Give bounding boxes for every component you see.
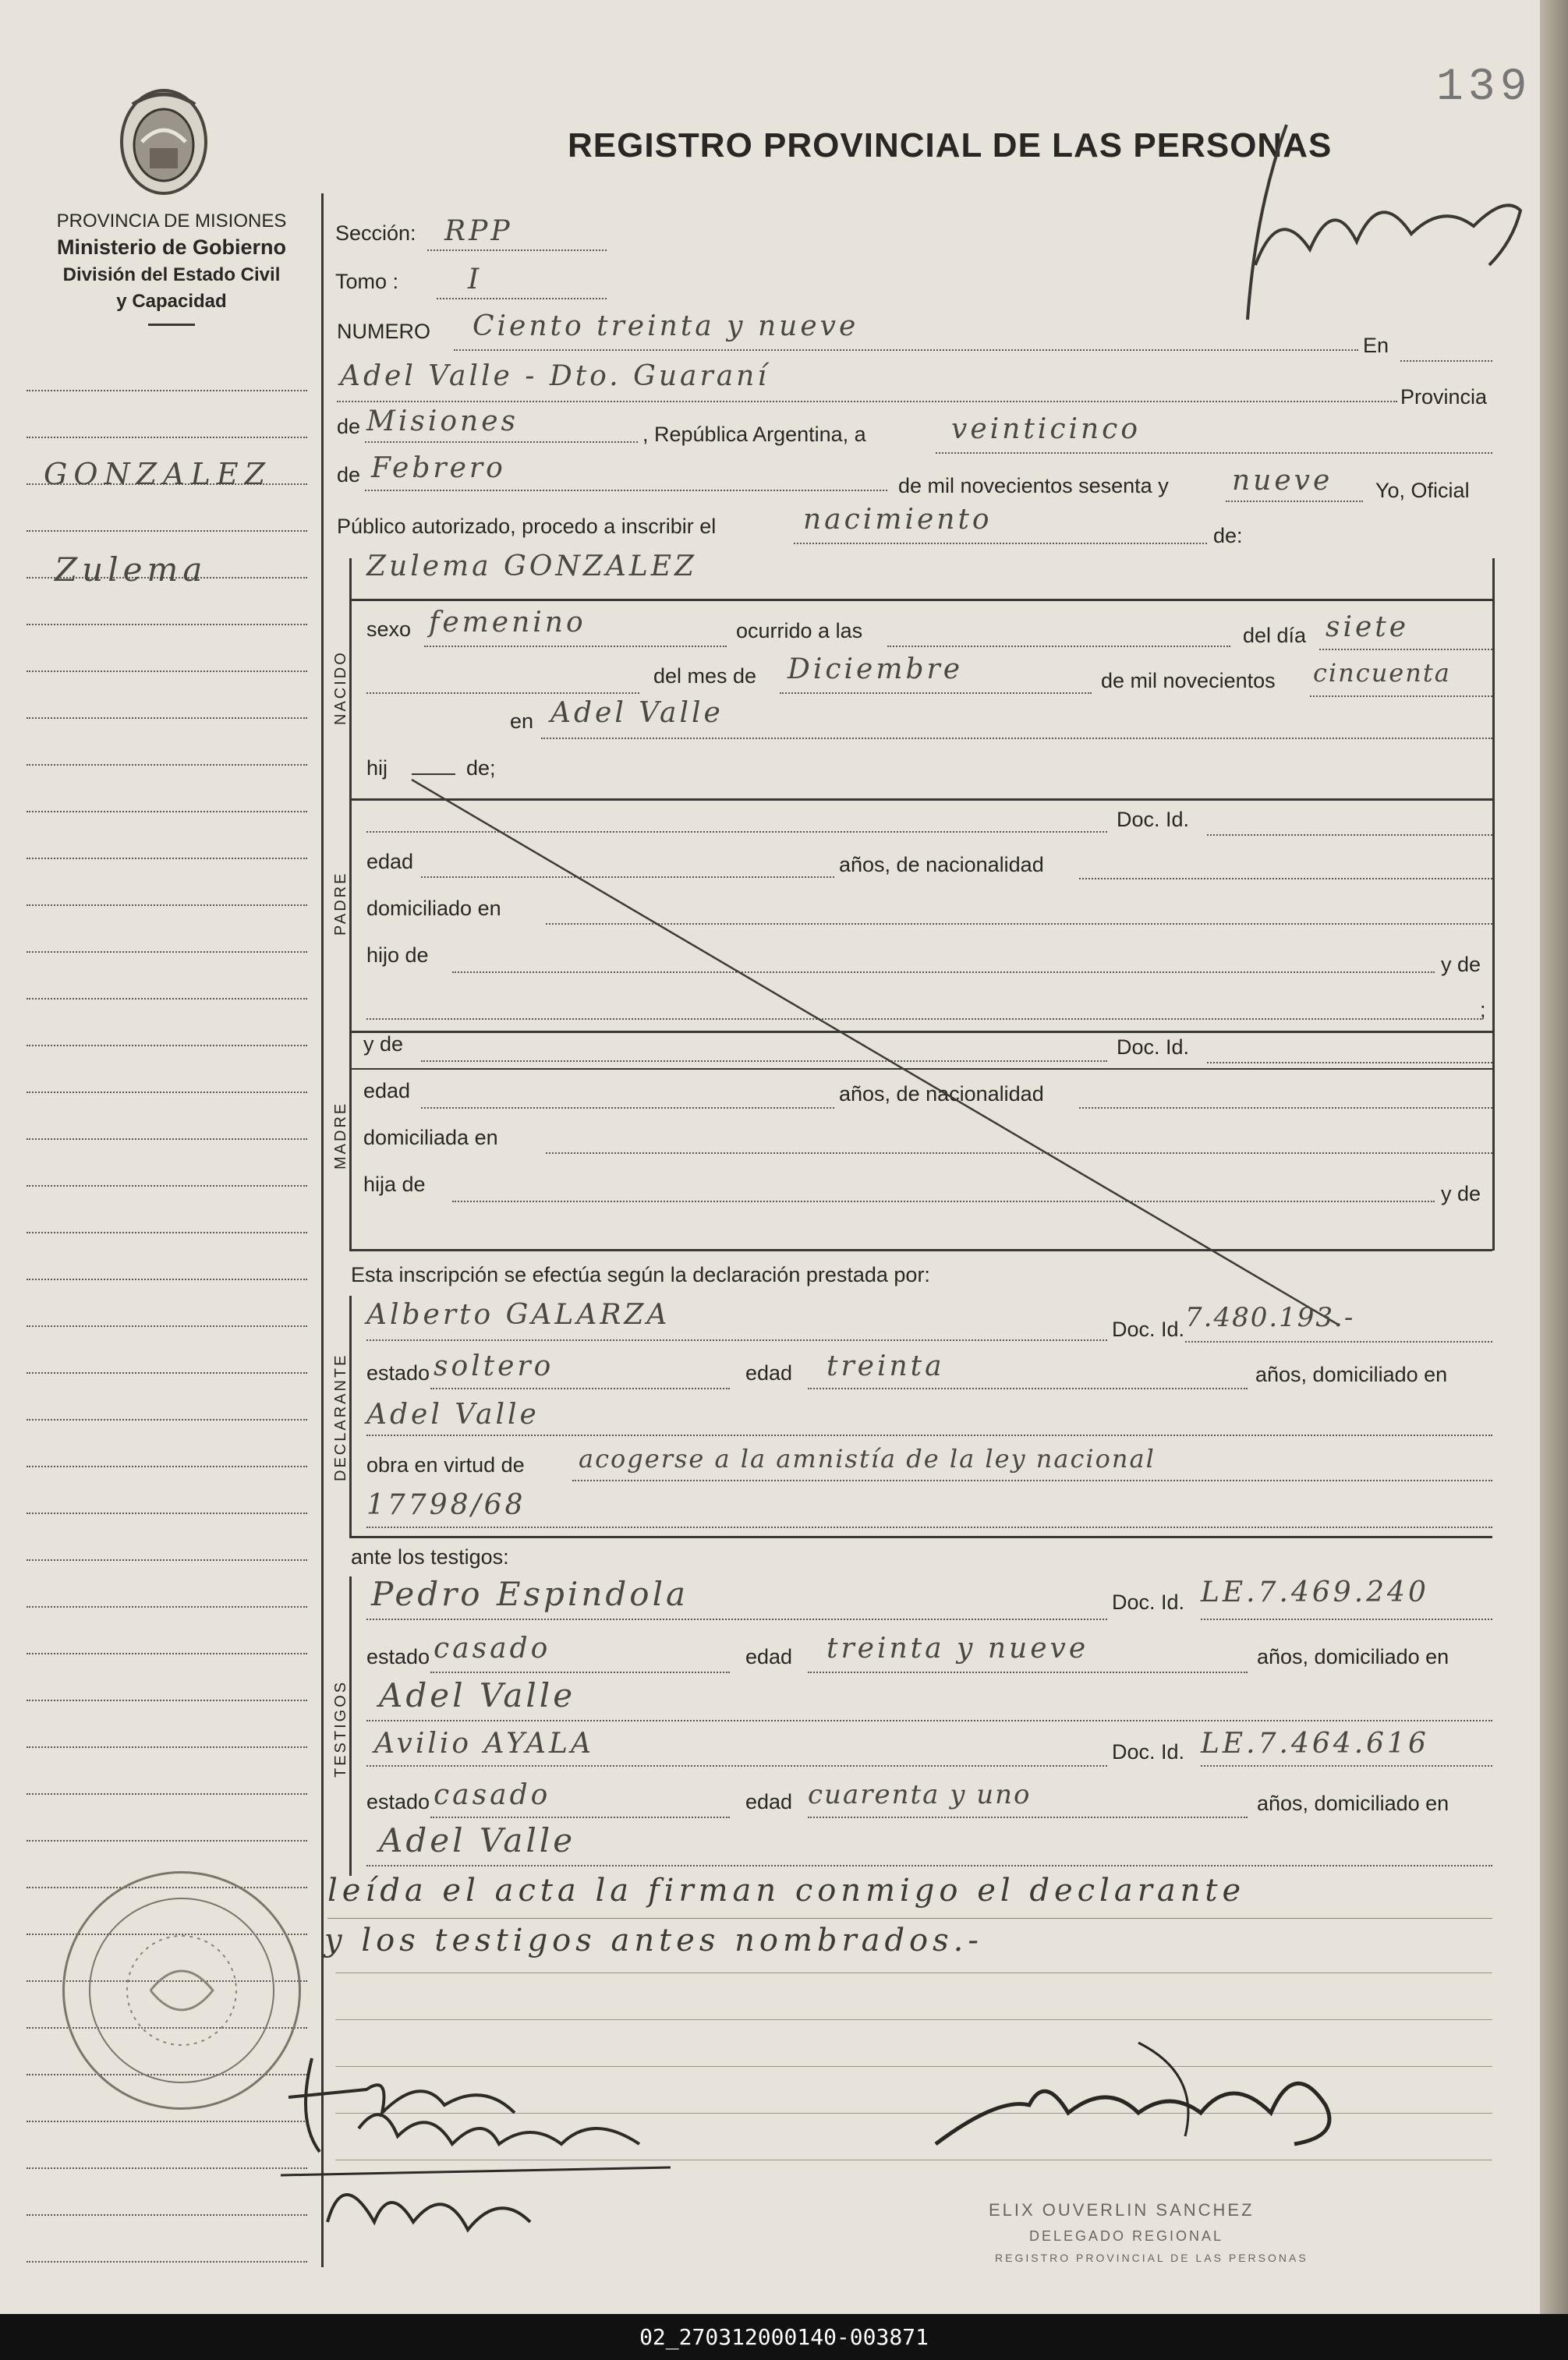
tomo-line	[437, 298, 607, 299]
publico-label: Público autorizado, procedo a inscribir el	[337, 515, 717, 538]
anio-line	[1226, 501, 1363, 502]
margin-dotted-line	[27, 530, 307, 532]
mil-novecientos-label: de mil novecientos	[1101, 669, 1276, 692]
section-rule-right	[1492, 558, 1495, 1251]
sexo-value: femenino	[429, 607, 586, 639]
file-id-bar: 02_270312000140-003871	[0, 2314, 1568, 2360]
testigo2-doc-line	[1201, 1765, 1492, 1767]
testigo1-doc-line	[1201, 1619, 1492, 1620]
margin-dotted-line	[27, 1466, 307, 1467]
signature-office: REGISTRO PROVINCIAL DE LAS PERSONAS	[995, 2252, 1308, 2264]
testigos-side-label: TESTIGOS	[332, 1679, 349, 1778]
testigo1-dom-value: Adel Valle	[379, 1676, 576, 1714]
madre-label: MADRE	[332, 1101, 349, 1169]
closing-line-2: y los testigos antes nombrados.-	[324, 1923, 983, 1958]
declarante-edad-label: edad	[745, 1361, 793, 1385]
declarante-dom-line	[366, 1435, 1492, 1436]
signature-officer-title: DELEGADO REGIONAL	[1029, 2228, 1224, 2244]
margin-rule	[321, 193, 324, 2267]
declaracion-label: Esta inscripción se efectúa según la declaración prestada por:	[351, 1263, 930, 1286]
margin-surname: GONZALEZ	[44, 457, 271, 491]
margin-dotted-line	[27, 904, 307, 906]
hora-line	[887, 646, 1230, 647]
margin-dotted-line	[27, 1606, 307, 1608]
testigo1-line	[366, 1619, 1107, 1620]
book-spine	[1540, 0, 1568, 2314]
nacido-label: NACIDO	[332, 650, 349, 725]
testigo1-value: Pedro Espindola	[371, 1575, 689, 1613]
margin-dotted-line	[27, 1232, 307, 1233]
sexo-label: sexo	[366, 617, 412, 641]
acto-value: nacimiento	[803, 504, 993, 536]
del-mes-label: del mes de	[653, 664, 757, 688]
testigo1-dom-line	[366, 1720, 1492, 1721]
margin-dotted-line	[27, 1513, 307, 1514]
testigo1-estado-label: estado	[366, 1645, 430, 1668]
declarante-doc-line	[1185, 1341, 1492, 1343]
margin-dotted-line	[27, 1793, 307, 1795]
padre-edad-label: edad	[366, 850, 414, 873]
madre-yde-label: y de	[363, 1032, 404, 1056]
margin-dotted-line	[27, 1746, 307, 1748]
margin-dotted-line	[27, 717, 307, 719]
testigo2-edad-label: edad	[745, 1790, 793, 1813]
declarante-dom-value: Adel Valle	[366, 1399, 540, 1431]
nombre-rule	[349, 599, 1492, 601]
padre-semicolon: ;	[1480, 998, 1486, 1021]
padre-label: PADRE	[332, 871, 349, 936]
en-lugar-label: en	[510, 709, 534, 733]
declarante-label: DECLARANTE	[332, 1353, 349, 1481]
de-colon-label: de:	[1213, 524, 1243, 547]
margin-dotted-line	[27, 858, 307, 859]
margin-dotted-line	[27, 1419, 307, 1421]
margin-dotted-line	[27, 811, 307, 812]
de-label-provincia: de	[337, 415, 361, 438]
del-dia-label: del día	[1243, 624, 1307, 647]
testigo2-dom-value: Adel Valle	[379, 1821, 576, 1859]
declarante-value: Alberto GALARZA	[366, 1299, 671, 1331]
yo-oficial-label: Yo, Oficial	[1375, 479, 1470, 502]
provincia-label: Provincia	[1400, 385, 1488, 409]
testigo2-doc-value: LE.7.464.616	[1201, 1728, 1429, 1760]
hij-label: hij	[366, 756, 388, 780]
margin-dotted-line	[27, 1559, 307, 1561]
mes-value: Diciembre	[788, 653, 964, 685]
declarante-dom-label: años, domiciliado en	[1255, 1363, 1448, 1386]
testigo1-estado-value: casado	[434, 1633, 551, 1665]
witness-signatures	[265, 2027, 702, 2265]
de-label-mes: de	[337, 463, 361, 487]
mes-line	[780, 692, 1092, 694]
testigo2-estado-line	[430, 1817, 730, 1818]
margin-dotted-line	[27, 1138, 307, 1140]
margin-dotted-line	[27, 624, 307, 625]
margin-dotted-line	[27, 1700, 307, 1701]
obra-line	[572, 1480, 1492, 1481]
declarante-estado-line	[430, 1388, 730, 1389]
testigo1-estado-line	[430, 1672, 730, 1673]
margin-dotted-line	[27, 1840, 307, 1842]
tomo-label: Tomo :	[335, 270, 399, 293]
madre-edad-label: edad	[363, 1079, 411, 1102]
margin-dotted-line	[27, 1279, 307, 1280]
madre-yde-end-label: y de	[1441, 1182, 1481, 1205]
division-capacity: y Capacidad	[116, 291, 227, 312]
testigos-label: ante los testigos:	[351, 1545, 509, 1569]
margin-dotted-line	[27, 1045, 307, 1046]
dia-value: siete	[1326, 611, 1410, 643]
margin-dotted-line	[27, 1325, 307, 1327]
cancel-diagonal-line	[349, 772, 1363, 1337]
madre-dom-label: domiciliada en	[363, 1126, 498, 1149]
seccion-value: RPP	[444, 215, 513, 247]
numero-line	[454, 349, 1358, 351]
nombre-value: Zulema GONZALEZ	[366, 550, 698, 582]
testigo1-dom-label: años, domiciliado en	[1257, 1645, 1449, 1668]
declarante-doc-value: 7.480.193.-	[1185, 1302, 1355, 1333]
declarante-doc-label: Doc. Id.	[1112, 1318, 1185, 1341]
obra-value: acogerse a la amnistía de la ley nacional	[579, 1444, 1156, 1474]
division-name: División del Estado Civil	[62, 264, 281, 285]
fecha-mes-value: Febrero	[371, 452, 506, 484]
testigo1-edad-value: treinta y nueve	[826, 1633, 1089, 1665]
mil-sesenta-label: de mil novecientos sesenta y	[898, 474, 1169, 497]
declarante-bottom-rule	[349, 1536, 1492, 1538]
testigo2-edad-value: cuarenta y uno	[808, 1779, 1032, 1810]
de-semi-label: de;	[466, 756, 496, 780]
testigo2-line	[366, 1765, 1107, 1767]
provincial-crest-icon	[119, 87, 209, 196]
dia-line	[1319, 649, 1492, 650]
fecha-dia-line	[936, 452, 1492, 454]
margin-dotted-line	[27, 390, 307, 391]
madre-hija-label: hija de	[363, 1173, 426, 1196]
numero-value: Ciento treinta y nueve	[473, 310, 859, 342]
padre-dom-label: domiciliado en	[366, 897, 501, 920]
page-title: REGISTRO PROVINCIAL DE LAS PERSONAS	[568, 126, 1333, 165]
provincia-value: Misiones	[366, 405, 519, 437]
margin-dotted-line	[27, 1653, 307, 1654]
officer-signature	[904, 2027, 1372, 2171]
testigo1-doc-label: Doc. Id.	[1112, 1590, 1185, 1614]
closing-line-1-rule	[327, 1918, 1492, 1919]
madre-doc-label: Doc. Id.	[1117, 1035, 1190, 1059]
testigo2-dom-line	[366, 1865, 1492, 1866]
margin-dotted-line	[27, 951, 307, 953]
testigo1-edad-label: edad	[745, 1645, 793, 1668]
testigo2-dom-label: años, domiciliado en	[1257, 1792, 1449, 1815]
declarante-estado-label: estado	[366, 1361, 430, 1385]
blank-line-1	[366, 692, 639, 694]
declarante-estado-value: soltero	[434, 1350, 554, 1382]
testigo2-estado-value: casado	[434, 1779, 551, 1811]
testigo2-doc-label: Doc. Id.	[1112, 1740, 1185, 1764]
numero-label: NUMERO	[337, 320, 430, 343]
anio-value: nueve	[1232, 465, 1333, 497]
fecha-dia-value: veinticinco	[951, 413, 1141, 445]
padre-nac-label: años, de nacionalidad	[839, 853, 1044, 876]
tomo-value: I	[468, 264, 483, 295]
header-divider	[148, 324, 195, 326]
declarante-edad-value: treinta	[826, 1350, 945, 1382]
padre-yde-label: y de	[1441, 953, 1481, 976]
margin-given-name: Zulema	[55, 550, 207, 589]
institution-header	[23, 211, 320, 326]
lugar-line	[337, 401, 1397, 402]
testigo2-estado-label: estado	[366, 1790, 430, 1813]
closing-line-1: leída el acta la firman conmigo el declarante	[327, 1873, 1246, 1909]
testigo2-value: Avilio AYALA	[374, 1728, 594, 1760]
testigo1-doc-value: LE.7.469.240	[1201, 1576, 1429, 1608]
margin-dotted-line	[27, 1092, 307, 1093]
ocurrido-label: ocurrido a las	[736, 619, 863, 642]
margin-dotted-line	[27, 437, 307, 438]
page-number: 139	[1436, 62, 1532, 113]
fecha-mes-line	[365, 490, 887, 491]
acto-line	[794, 543, 1207, 544]
en-line	[1400, 360, 1492, 362]
official-scribble-signature	[1224, 117, 1536, 331]
testigo1-edad-line	[808, 1672, 1248, 1673]
ministry-name: Ministerio de Gobierno	[56, 235, 287, 259]
signature-officer-name: ELIX OUVERLIN SANCHEZ	[989, 2200, 1255, 2220]
margin-dotted-line	[27, 670, 307, 672]
obra-label: obra en virtud de	[366, 1453, 525, 1477]
margin-dotted-line	[27, 764, 307, 766]
sexo-line	[424, 646, 727, 647]
provincia-line	[365, 441, 638, 443]
padre-hijo-label: hijo de	[366, 943, 429, 967]
testigo2-edad-line	[808, 1817, 1248, 1818]
margin-dotted-line	[27, 998, 307, 1000]
margin-dotted-line	[27, 1185, 307, 1187]
republica-label: , República Argentina, a	[642, 423, 866, 446]
seccion-line	[427, 249, 607, 251]
obra-ley-value: 17798/68	[366, 1489, 526, 1521]
anio-nac-value: cincuenta	[1313, 658, 1451, 688]
lugar-value: Adel Valle - Dto. Guaraní	[340, 360, 770, 392]
padre-doc-label: Doc. Id.	[1117, 808, 1190, 831]
declarante-line	[366, 1339, 1107, 1341]
lugar-nac-value: Adel Valle	[550, 697, 724, 729]
declarante-edad-line	[808, 1388, 1248, 1389]
seccion-label: Sección:	[335, 221, 416, 245]
margin-dotted-line	[27, 1372, 307, 1374]
province-name: PROVINCIA DE MISIONES	[56, 211, 287, 232]
anio-nac-line	[1310, 695, 1492, 697]
obra-ley-line	[366, 1527, 1492, 1528]
madre-nac-label: años, de nacionalidad	[839, 1082, 1044, 1106]
en-label: En	[1363, 334, 1389, 357]
lugar-nac-line	[541, 738, 1492, 739]
bottom-dotted-line	[335, 2019, 1492, 2020]
